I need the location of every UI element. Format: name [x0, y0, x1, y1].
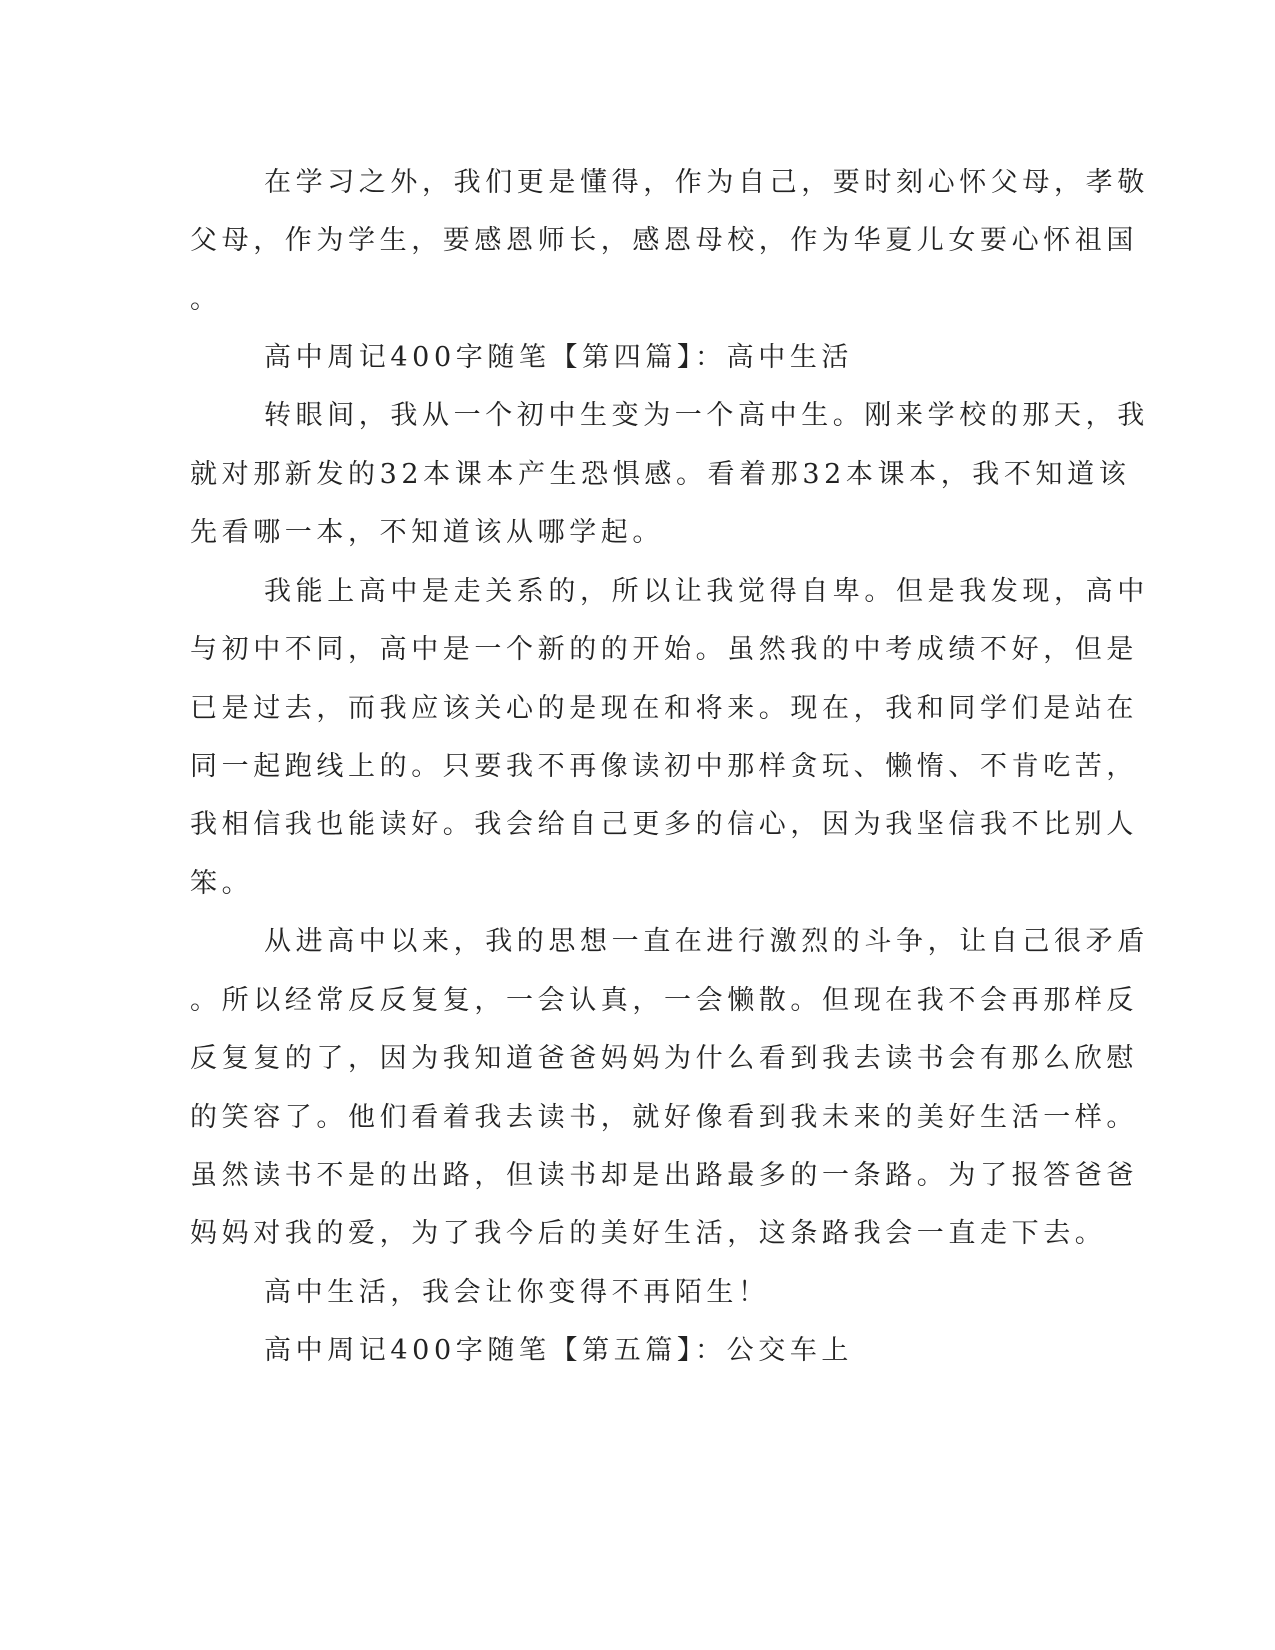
paragraph-line: 的笑容了。他们看着我去读书，就好像看到我未来的美好生活一样。	[190, 1102, 1138, 1133]
section-heading: 高中周记400字随笔【第四篇】：高中生活	[264, 342, 854, 373]
paragraph-line: 就对那新发的32本课本产生恐惧感。看着那32本课本，我不知道该	[190, 459, 1131, 490]
paragraph-line: 笨。	[190, 868, 254, 899]
paragraph-line: 父母，作为学生，要感恩师长，感恩母校，作为华夏儿女要心怀祖国	[190, 225, 1138, 256]
paragraph-line: 虽然读书不是的出路，但读书却是出路最多的一条路。为了报答爸爸	[190, 1160, 1138, 1191]
paragraph-line: 与初中不同，高中是一个新的的开始。虽然我的中考成绩不好，但是	[190, 634, 1138, 665]
paragraph-line: 我能上高中是走关系的，所以让我觉得自卑。但是我发现，高中	[264, 576, 1149, 607]
paragraph-line: 反复复的了，因为我知道爸爸妈妈为什么看到我去读书会有那么欣慰	[190, 1043, 1138, 1074]
paragraph-line: 同一起跑线上的。只要我不再像读初中那样贪玩、懒惰、不肯吃苦，	[190, 751, 1138, 782]
paragraph-line: 转眼间，我从一个初中生变为一个高中生。刚来学校的那天，我	[264, 400, 1149, 431]
paragraph-line: 我相信我也能读好。我会给自己更多的信心，因为我坚信我不比别人	[190, 809, 1138, 840]
paragraph-line: 已是过去，而我应该关心的是现在和将来。现在，我和同学们是站在	[190, 693, 1138, 724]
paragraph-line: 妈妈对我的爱，为了我今后的美好生活，这条路我会一直走下去。	[190, 1218, 1107, 1249]
paragraph-line: 从进高中以来，我的思想一直在进行激烈的斗争，让自己很矛盾	[264, 926, 1149, 957]
paragraph-line: 先看哪一本，不知道该从哪学起。	[190, 517, 664, 548]
section-heading: 高中周记400字随笔【第五篇】：公交车上	[264, 1335, 854, 1366]
paragraph-line: 在学习之外，我们更是懂得，作为自己，要时刻心怀父母，孝敬	[264, 167, 1149, 198]
paragraph-line: 。所以经常反反复复，一会认真，一会懒散。但现在我不会再那样反	[190, 985, 1138, 1016]
paragraph-line: 高中生活，我会让你变得不再陌生！	[264, 1277, 770, 1308]
paragraph-line: 。	[190, 284, 222, 315]
